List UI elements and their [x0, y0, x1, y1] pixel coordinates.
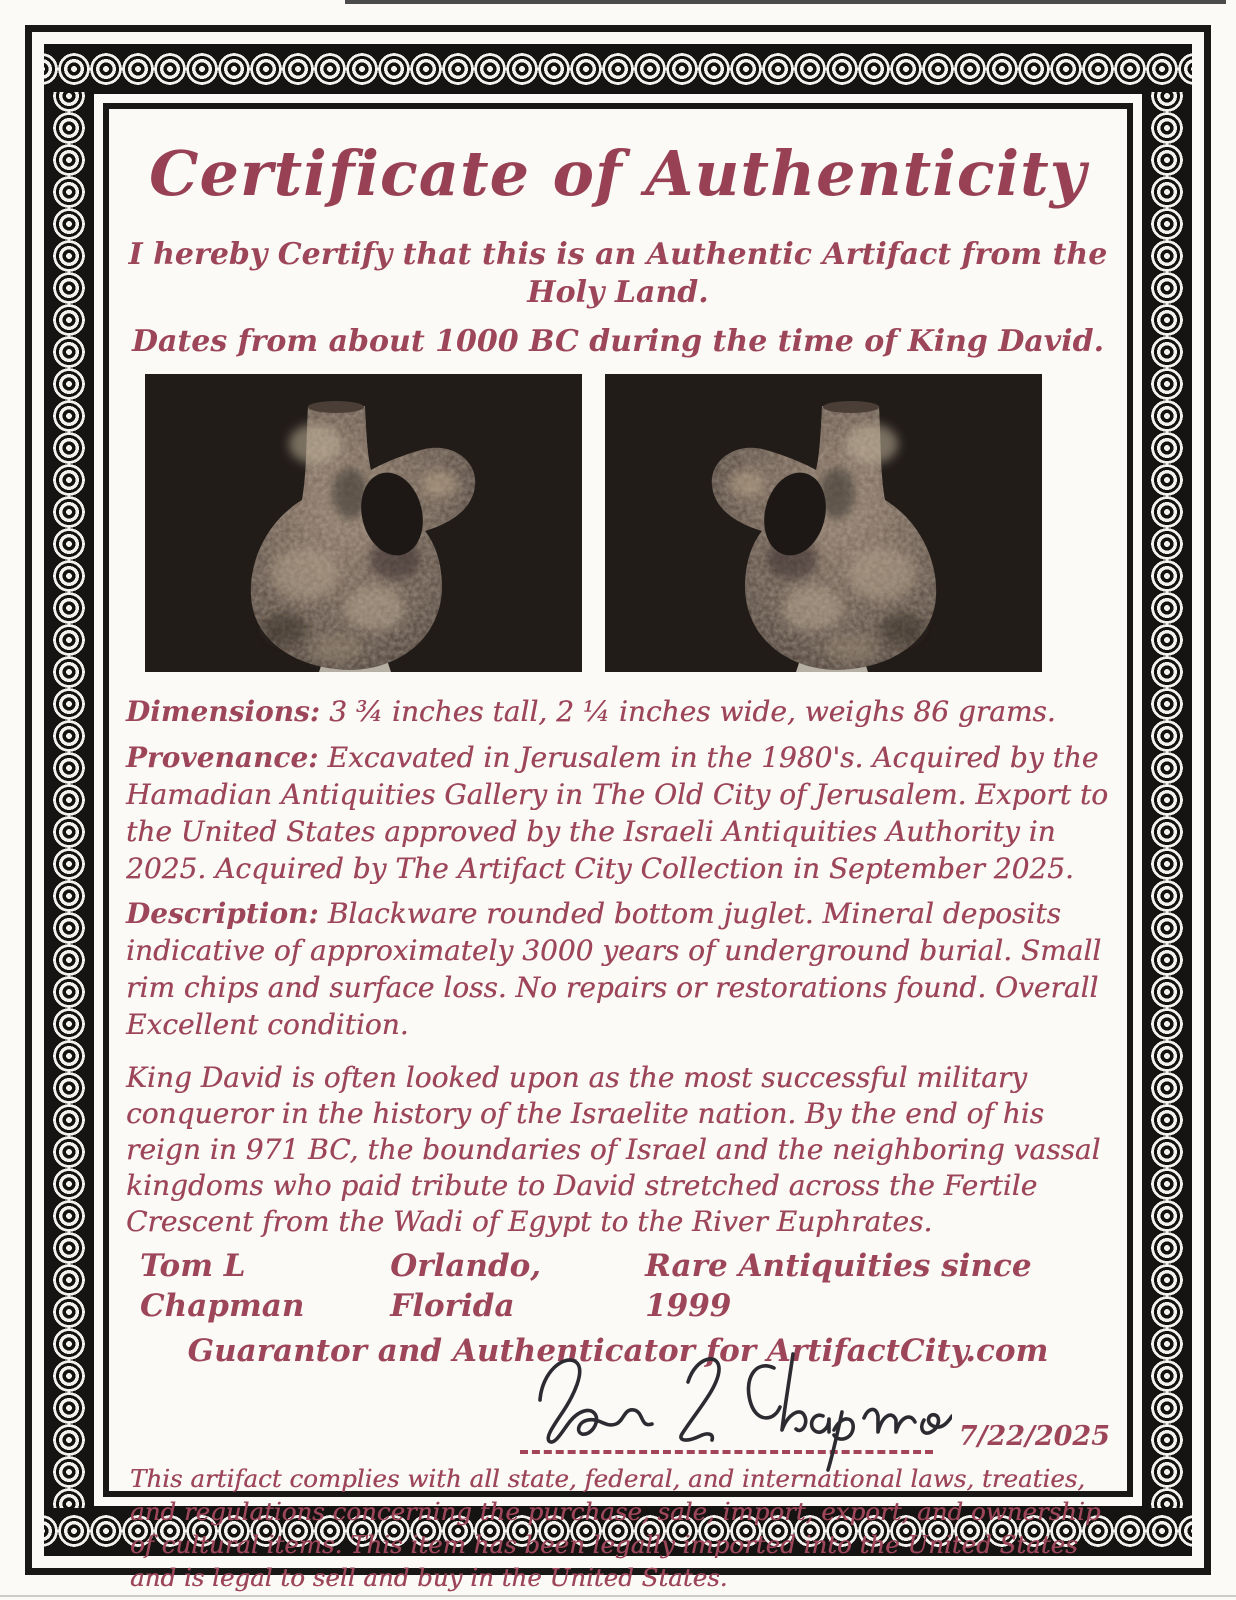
dimensions-paragraph	[126, 693, 1110, 730]
ornament-band-right	[1142, 92, 1192, 1508]
authenticator-location: Orlando, Florida	[390, 1248, 542, 1324]
legal-paragraph: This artifact complies with all state, federal, and international laws, treaties, and regulations concerning the purchase, sale, import, export, and ownership of cultural items. This item has been legally imported into the United States and is legal to sell and buy in the United States.	[130, 1464, 1101, 1592]
authenticator-tagline: Rare Antiquities since 1999	[645, 1248, 1032, 1324]
signature-date: 7/22/2025	[958, 1421, 1110, 1452]
provenance-label: Provenance:	[126, 741, 319, 774]
certify-line: I hereby Certify that this is an Authentic Artifact from the Holy Land.	[128, 237, 1108, 310]
description-text: Blackware rounded bottom juglet. Mineral deposits indicative of approximately 3000 years of underground burial. Small rim chips and surface loss. No repairs or restorations found. Overall Excellent condition.	[126, 897, 1102, 1041]
dimensions-label: Dimensions:	[126, 695, 321, 728]
signature-row	[520, 1370, 1110, 1454]
juglet-illustration-mirrored	[605, 374, 1042, 672]
dimensions-text: 3 ¾ inches tall, 2 ¼ inches wide, weighs 86 grams.	[329, 695, 1056, 728]
authenticator-name: Tom L Chapman	[140, 1248, 305, 1324]
certificate-content	[112, 110, 1124, 1592]
description-label: Description:	[126, 897, 319, 930]
dates-line: Dates from about 1000 BC during the time of King David.	[131, 324, 1105, 359]
scan-artifact-top	[345, 0, 1226, 4]
signature-line	[520, 1366, 933, 1454]
juglet-illustration	[145, 374, 582, 672]
photo-row	[145, 374, 1042, 672]
description-paragraph	[126, 895, 1110, 1043]
history-paragraph: King David is often looked upon as the most successful military conqueror in the history of the Israelite nation. By the end of his reign in 971 BC, the boundaries of Israel and the neighboring vassal kingdoms who paid tribute to David stretched across the Fertile Crescent from the Wadi of Egypt to the River Euphrates.	[126, 1061, 1101, 1238]
certificate-title: Certificate of Authenticity	[149, 137, 1087, 210]
provenance-paragraph	[126, 739, 1110, 887]
provenance-text: Excavated in Jerusalem in the 1980's. Acquired by the Hamadian Antiquities Gallery in The Old City of Jerusalem. Export to the United States approved by the Israeli Antiquities Authority in 2025. Acquired by The Artifact City Collection in September 2025.	[126, 741, 1109, 885]
artifact-photo-right	[605, 374, 1042, 672]
artifact-photo-left	[145, 374, 582, 672]
ornament-band-left	[44, 92, 94, 1508]
guarantor-line: Guarantor and Authenticator for ArtifactCity.com	[187, 1333, 1049, 1369]
scan-artifact-bottom	[0, 1595, 1236, 1597]
ornament-band-top	[44, 44, 1192, 94]
signature-ink	[512, 1336, 952, 1476]
authenticator-row	[126, 1246, 1110, 1326]
